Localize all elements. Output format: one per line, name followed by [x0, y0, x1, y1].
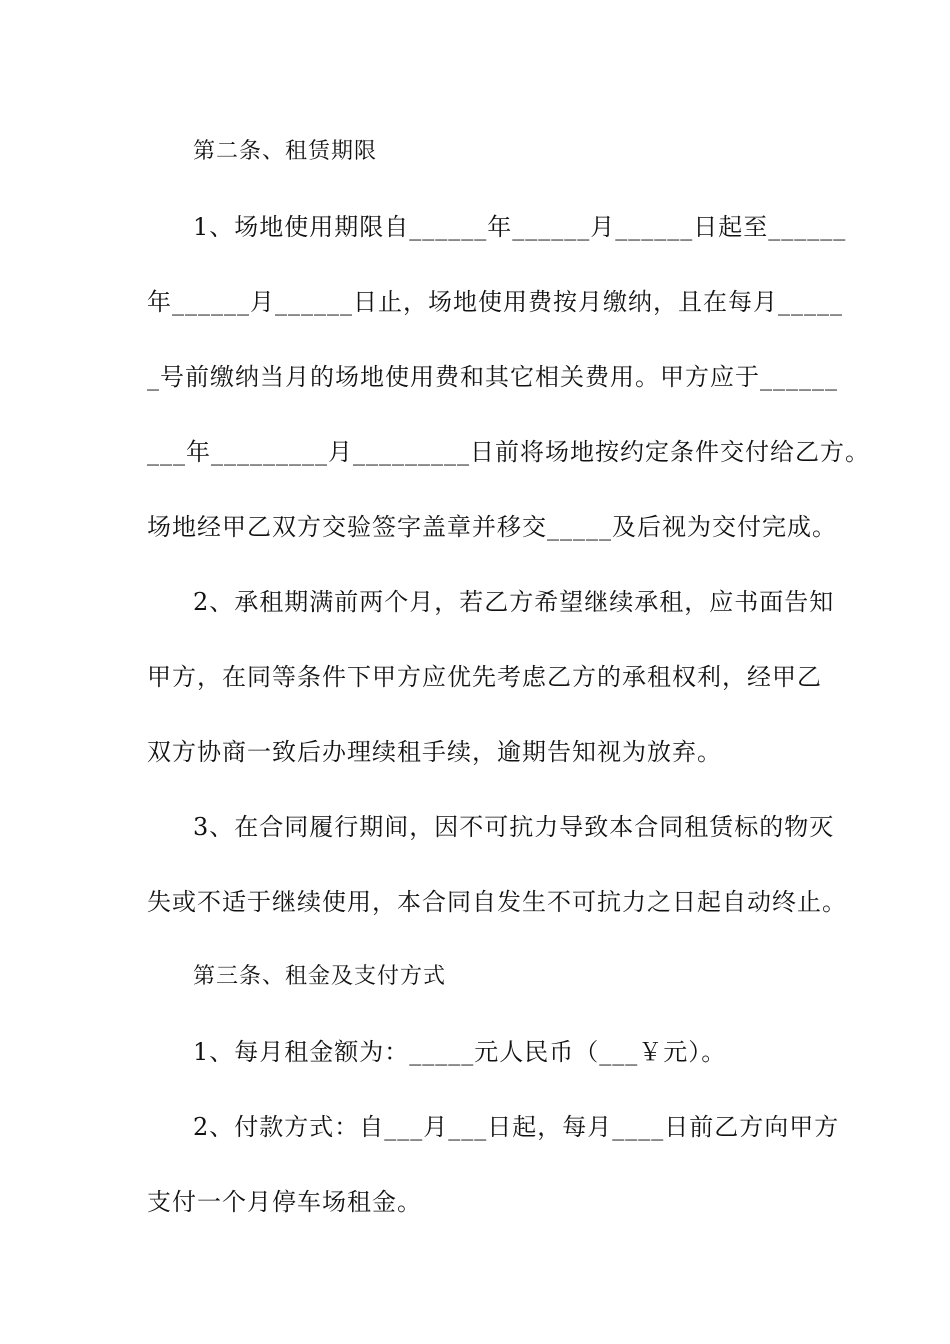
section-heading-rent-payment: 第三条、租金及支付方式 — [193, 964, 447, 989]
paragraph-line: 1、每月租金额为：_____元人民币（___￥元）。 — [193, 1038, 727, 1066]
paragraph-line: 2、承租期满前两个月，若乙方希望继续承租，应书面告知 — [193, 588, 835, 616]
paragraph-line: 失或不适于继续使用，本合同自发生不可抗力之日起自动终止。 — [147, 888, 847, 916]
paragraph-line: 场地经甲乙双方交验签字盖章并移交_____及后视为交付完成。 — [147, 513, 837, 541]
paragraph-line: 年______月______日止，场地使用费按月缴纳，且在每月_____ — [147, 288, 843, 316]
paragraph-line: 2、付款方式：自___月___日起，每月____日前乙方向甲方 — [193, 1113, 840, 1141]
paragraph-line: 甲方，在同等条件下甲方应优先考虑乙方的承租权利，经甲乙 — [147, 663, 822, 691]
paragraph-line: ___年_________月_________日前将场地按约定条件交付给乙方。 — [147, 438, 870, 466]
paragraph-line: 3、在合同履行期间，因不可抗力导致本合同租赁标的物灭 — [193, 813, 835, 841]
paragraph-line: _号前缴纳当月的场地使用费和其它相关费用。甲方应于______ — [147, 363, 838, 391]
paragraph-line: 双方协商一致后办理续租手续，逾期告知视为放弃。 — [147, 738, 722, 766]
paragraph-line: 支付一个月停车场租金。 — [147, 1188, 422, 1216]
paragraph-line: 1、场地使用期限自______年______月______日起至______ — [193, 213, 847, 241]
section-heading-lease-term: 第二条、租赁期限 — [193, 139, 378, 164]
